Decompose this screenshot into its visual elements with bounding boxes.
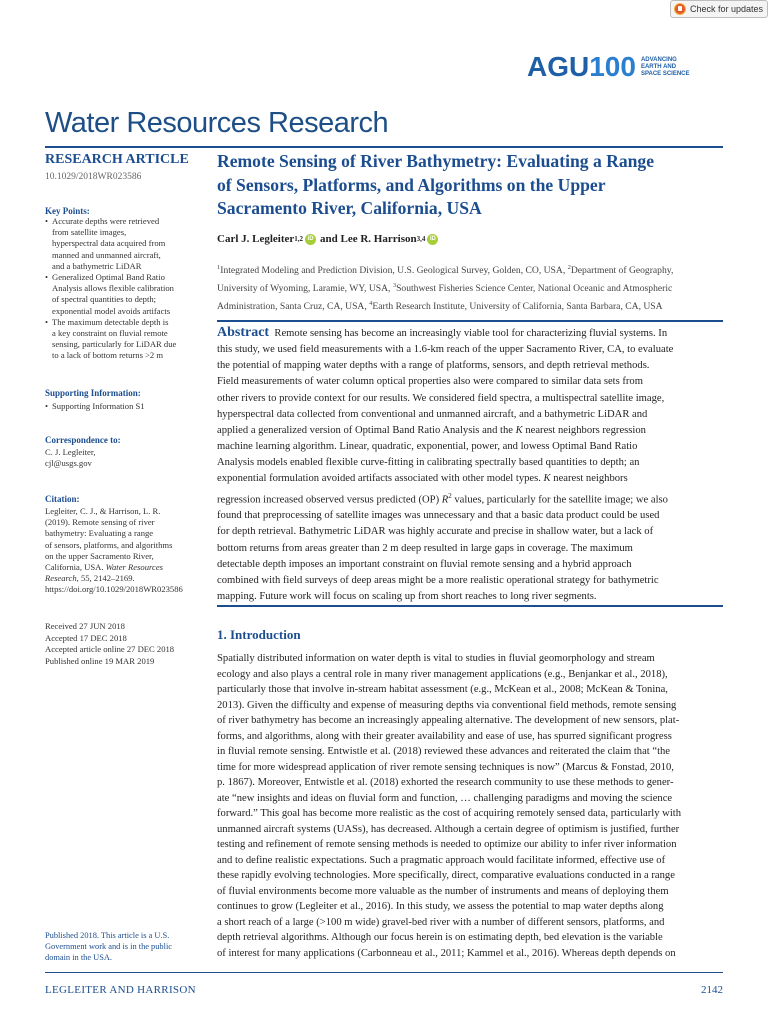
abstract-text: values, particularly for the satellite image; we also <box>451 494 668 506</box>
body-line: forms, and algorithms, along with their greater availability and ease of use, has spurred significant progress <box>217 730 672 742</box>
affil-text: University of Wyoming, Laramie, WY, USA, <box>217 283 393 295</box>
license-line: Published 2018. This article is a U.S. <box>45 931 170 940</box>
abstract-line: combined with field surveys of deep areas might be a more realistic operational strategy for bathymetric <box>217 574 659 586</box>
citation-doi-link[interactable]: https://doi.org/10.1029/2018WR023586 <box>45 584 183 595</box>
key-points-heading: Key Points: <box>45 206 90 216</box>
abstract-line: this study, we used field measurements with a 1.6-km reach of the upper Sacramento River, CA, to evaluate <box>217 344 674 356</box>
article-title <box>217 150 737 221</box>
key-point <box>45 272 200 317</box>
key-point-line: sensing, particularly for LiDAR due <box>52 339 177 350</box>
supporting-info-heading: Supporting Information: <box>45 388 141 398</box>
abstract-line <box>217 488 727 509</box>
logo-tagline-2: EARTH AND <box>640 63 677 70</box>
agu-logo <box>527 50 690 84</box>
body-line: Spatially distributed information on water depth is vital to studies in fluvial geomorphology and stream <box>217 653 655 664</box>
abstract-text: Remote sensing has become an increasingly viable tool for characterizing fluvial systems. In <box>274 328 668 339</box>
abstract-line: found that preprocessing of satellite images was unnecessary and that a basic data product could be used <box>217 510 660 522</box>
logo-word-100: 100 <box>589 51 636 82</box>
correspondence-name: C. J. Legleiter, <box>45 447 96 457</box>
date-published: Published online 19 MAR 2019 <box>45 655 155 666</box>
body-line: of river bathymetry has become an increasingly appealing alternative. The development of new sensors, plat- <box>217 715 680 726</box>
section-heading-introduction: 1. Introduction <box>217 627 301 642</box>
logo-word-agu: AGU <box>527 51 590 82</box>
abstract-line: Analysis models enabled flexible curve-fitting in calibrating spectrally based quantities to depth; an <box>217 457 640 469</box>
dates <box>45 621 200 667</box>
body-line: of interest for many applications (Carbonneau et al., 2011; Kammel et al., 2016). Whereas depth depends on <box>217 947 676 959</box>
article-type: RESEARCH ARTICLE <box>45 152 189 167</box>
key-point-line: Analysis allows flexible calibration <box>52 283 174 294</box>
body-line: p. 1867). Moreover, Entwistle et al. (2018) exhorted the research community to use these methods to gener- <box>217 777 674 788</box>
key-point-line: manned and unmanned aircraft, <box>52 249 161 260</box>
logo-tagline <box>641 57 690 78</box>
body-line: ecology and also plays a central role in many river management applications (e.g., Benjankar et al., 2018), <box>217 668 668 680</box>
footer-rule <box>45 972 723 973</box>
key-point-line: and a bathymetric LiDAR <box>52 260 142 271</box>
check-updates-label: Check for updates <box>690 4 764 14</box>
orcid-icon[interactable]: iD <box>305 234 316 245</box>
supporting-info-list <box>45 401 200 412</box>
abstract-text: applied a generalized version of Optimal Band Ratio Analysis and the <box>217 424 516 436</box>
abstract-heading: Abstract <box>217 325 270 340</box>
body-line: a short reach of a large (>100 m wide) gravel-bed river with a number of different sensors, platforms, and <box>217 916 665 928</box>
page-number: 2142 <box>701 984 723 996</box>
header-rule <box>45 146 723 148</box>
affil-text: Southwest Fisheries Science Center, National Oceanic and Atmospheric <box>396 283 673 295</box>
introduction-body <box>217 651 727 961</box>
abstract-top-rule <box>217 320 723 322</box>
key-point-line: • Generalized Optimal Band Ratio <box>52 272 165 283</box>
journal-title: Water Resources Research <box>45 107 389 139</box>
doi[interactable]: 10.1029/2018WR023586 <box>45 172 142 182</box>
key-point-line: a key constraint on fluvial remote <box>52 328 168 339</box>
body-line: particularly those that involve in-stream habitat assessment (e.g., McKean et al., 2008; McKean & Tonina, <box>217 684 668 695</box>
abstract-line <box>217 423 727 439</box>
citation-journal: Water Resources <box>105 562 164 573</box>
crossmark-icon <box>674 3 686 15</box>
key-point-line: exponential model avoids artifacts <box>52 305 171 316</box>
key-point <box>45 317 200 362</box>
author-2[interactable]: and Lee R. Harrison <box>320 233 417 245</box>
abstract-line: hyperspectral data collected from conventional and unmanned aircraft, and a bathymetric LiDAR and <box>217 408 648 420</box>
citation-line: bathymetry: Evaluating a range <box>45 528 154 539</box>
abstract-italic: K <box>543 473 551 485</box>
body-line: depth retrieval algorithms. Although our focus herein is on estimating depth, bed elevation is the variable <box>217 932 663 943</box>
affil-text: Integrated Modeling and Prediction Division, U.S. Geological Survey, Golden, CO, USA, <box>220 265 568 277</box>
footer-authors: LEGLEITER AND HARRISON <box>45 984 196 996</box>
citation-line: (2019). Remote sensing of river <box>45 517 155 528</box>
abstract-line: detectable depth imposes an important constraint on fluvial remote sensing and a hybrid approach <box>217 558 632 570</box>
body-line: of fluvial environments become more valuable as the number of instruments and means of deploying them <box>217 885 669 897</box>
citation-line: Legleiter, C. J., & Harrison, L. R. <box>45 506 161 516</box>
abstract-bottom-rule <box>217 605 723 607</box>
title-line: Remote Sensing of River Bathymetry: Evaluating a Range <box>217 151 655 171</box>
body-line: and to define realistic expectations. Such a pragmatic approach would facilitate informed, effective use of <box>217 854 666 866</box>
citation-line <box>45 573 200 584</box>
abstract-sup: 2 <box>448 491 452 500</box>
orcid-icon[interactable]: iD <box>427 234 438 245</box>
abstract-italic: K <box>515 424 523 436</box>
logo-tagline-3: SPACE SCIENCE <box>640 70 690 77</box>
date-accepted: Accepted 17 DEC 2018 <box>45 632 127 643</box>
key-point-line: • The maximum detectable depth is <box>52 316 169 327</box>
abstract-line: other rivers to provide context for our results. We considered field spectra, a multispectral satellite image, <box>217 392 665 404</box>
body-line: ate “new insights and ideas on fluvial form and function, … challenging paradigms and moving the science <box>217 792 673 804</box>
citation-line: of sensors, platforms, and algorithms <box>45 539 173 550</box>
affil-num: 3 <box>392 282 397 290</box>
author-1-affil: 1,2 <box>294 235 304 243</box>
correspondence-heading: Correspondence to: <box>45 435 121 445</box>
date-received: Received 27 JUN 2018 <box>45 621 125 631</box>
affiliation-line <box>217 278 727 296</box>
body-line: testing and refinement of remote sensing methods is needed to optimize our ability to infer river information <box>217 839 677 850</box>
abstract-text: nearest neighbors <box>550 473 628 485</box>
body-line: 2013). Given the difficulty and expense of measuring depths via conventional field methods, remote sensing <box>217 699 677 711</box>
citation-line <box>45 562 200 573</box>
correspondence-email[interactable]: cjl@usgs.gov <box>45 458 92 469</box>
license-line: Government work and is in the public <box>45 942 172 951</box>
citation-line: on the upper Sacramento River, <box>45 550 154 561</box>
author-2-affil: 3,4 <box>416 235 426 243</box>
abstract-line: Field measurements of water column optical properties also were compared to similar data sets from <box>217 376 643 388</box>
supporting-info-link[interactable]: • Supporting Information S1 <box>45 401 200 412</box>
body-line: in fluvial remote sensing. Entwistle et al. (2018) reviewed these advances and reiterated the claim that “the <box>217 746 671 757</box>
abstract-italic: R <box>441 494 449 506</box>
abstract-line <box>217 471 727 487</box>
abstract-text: exponential formulation avoided artifacts associated with other model types. <box>217 473 544 485</box>
logo-wordmark <box>527 52 636 82</box>
date-online: Accepted article online 27 DEC 2018 <box>45 644 175 655</box>
affil-num: 2 <box>567 264 571 271</box>
key-point-line: from satellite images, <box>52 227 127 238</box>
body-line: forward.” This goal has become more realistic as the cost of acquiring remotely sensed data, particularly with <box>217 808 682 819</box>
affiliation-line <box>217 296 727 314</box>
abstract-line: the potential of mapping water depths with a range of platforms, sensors, and depth retrieval methods. <box>217 360 650 372</box>
abstract-line: for depth retrieval. Bathymetric LiDAR was highly accurate and precise in shallow water, but a lack of <box>217 526 654 538</box>
key-point-line: • Accurate depths were retrieved <box>52 216 160 226</box>
title-line: of Sensors, Platforms, and Algorithms on the Upper <box>217 174 606 195</box>
citation-journal: Research <box>45 573 77 584</box>
license-note <box>45 930 205 963</box>
logo-tagline-1: ADVANCING <box>640 56 677 63</box>
affiliation-line <box>217 260 727 278</box>
affil-num: 1 <box>217 264 221 271</box>
correspondence <box>45 447 200 469</box>
abstract <box>217 325 727 605</box>
authors <box>217 233 442 245</box>
abstract-text: nearest neighbors regression <box>522 424 646 436</box>
body-line: these rapidly evolving technologies. More specifically, direct, comparative evaluations conducted in a range <box>217 870 675 881</box>
title-line: Sacramento River, California, USA <box>217 198 482 218</box>
affil-num: 4 <box>369 300 373 308</box>
author-1[interactable]: Carl J. Legleiter <box>217 233 295 245</box>
citation-text: California, USA. <box>45 562 106 573</box>
body-line: continues to grow (Legleiter et al., 2016). In this study, we assess the potential to map water depths along <box>217 901 664 912</box>
abstract-line: mapping. Future work will focus on scaling up from short reaches to long river segments. <box>217 591 597 603</box>
affil-text: Administration, Santa Cruz, CA, USA, <box>217 301 370 313</box>
key-point-line: hyperspectral data acquired from <box>52 238 166 249</box>
abstract-text: regression increased observed versus predicted (OP) <box>217 494 442 506</box>
affiliations <box>217 260 727 315</box>
body-line: unmanned aircraft systems (UASs), has decreased. Although a certain degree of optimism is justified, further <box>217 823 680 835</box>
license-line: domain in the USA. <box>45 953 112 962</box>
body-line: time for more widespread application of river remote sensing techniques is now” (Marcus & Fonstad, 2010, <box>217 761 674 773</box>
key-point-line: to a lack of bottom returns >2 m <box>52 350 164 361</box>
key-points-list <box>45 216 200 362</box>
key-point-line: of spectral quantities to depth; <box>52 294 157 305</box>
key-point <box>45 216 200 272</box>
abstract-line <box>217 325 727 342</box>
citation <box>45 506 200 596</box>
affil-text: Department of Geography, <box>570 265 674 277</box>
citation-volume: , 55, 2142–2169. <box>76 573 135 584</box>
affil-text: Earth Research Institute, University of California, Santa Barbara, CA, USA <box>372 301 663 313</box>
abstract-line: machine learning algorithm. Linear, quadratic, exponential, power, and lowess Optimal Band Ratio <box>217 441 638 453</box>
check-for-updates-button[interactable] <box>670 0 768 18</box>
abstract-line: bottom returns from areas greater than 2 m deep resulted in large gaps in coverage. The maximum <box>217 542 633 554</box>
citation-heading: Citation: <box>45 494 80 504</box>
